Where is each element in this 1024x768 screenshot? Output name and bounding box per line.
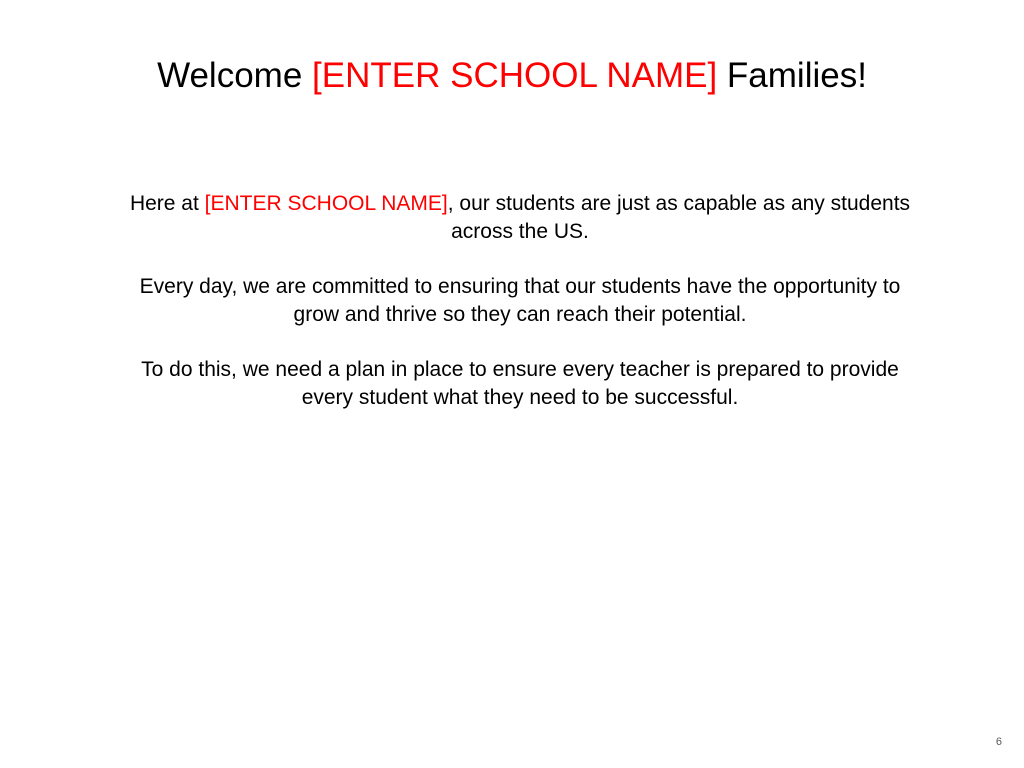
title-suffix: Families! <box>717 56 867 95</box>
paragraph-intro <box>120 190 920 246</box>
paragraph-plan: To do this, we need a plan in place to ensure every teacher is prepared to provide every student what they need to be successful. <box>141 358 899 409</box>
title-school-name-placeholder: [ENTER SCHOOL NAME] <box>312 56 718 95</box>
paragraph-commitment: Every day, we are committed to ensuring that our students have the opportunity to grow and thrive so they can reach their potential. <box>139 275 901 326</box>
intro-prefix: Here at <box>129 192 205 215</box>
slide-title <box>0 52 1024 100</box>
page-number: 6 <box>995 736 1002 748</box>
intro-suffix: , our students are just as capable as any students across the US. <box>447 192 911 243</box>
title-prefix: Welcome <box>157 56 313 95</box>
slide-body <box>120 190 920 439</box>
intro-school-name-placeholder: [ENTER SCHOOL NAME] <box>204 192 448 215</box>
